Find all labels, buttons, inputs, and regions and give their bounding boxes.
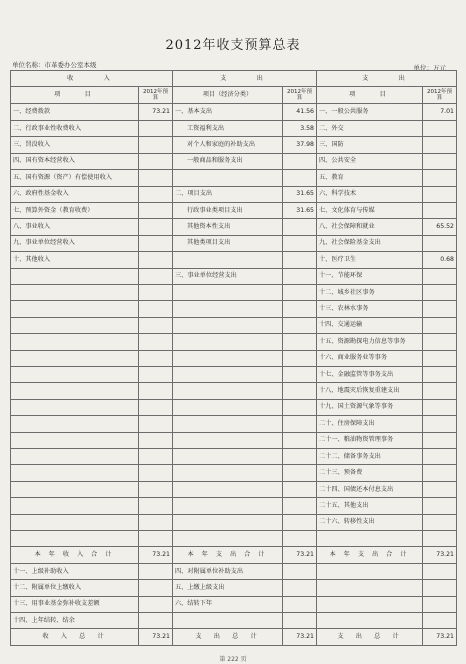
expense-econ-value <box>283 252 317 268</box>
expense-econ-item <box>173 465 283 481</box>
expense-econ-value <box>283 350 317 366</box>
table-row <box>11 514 457 530</box>
expense-func-value <box>423 416 457 432</box>
expense-econ-item <box>173 613 283 629</box>
income-value: 73.21 <box>139 104 173 120</box>
income-item <box>11 383 139 399</box>
income-value <box>139 498 173 514</box>
unit-name: 单位名称：市革委办公室本级 <box>12 61 97 69</box>
income-value <box>139 137 173 153</box>
income-value <box>139 235 173 251</box>
income-item <box>11 301 139 317</box>
expense-econ-item: 五、上缴上级支出 <box>173 580 283 596</box>
expense-econ-item <box>173 284 283 300</box>
income-value <box>139 153 173 169</box>
income-item <box>11 284 139 300</box>
expense-func-item: 十一、节能环保 <box>317 268 423 284</box>
expense-func-value <box>423 399 457 415</box>
income-value <box>139 366 173 382</box>
income-value <box>139 317 173 333</box>
expense-func-value <box>423 366 457 382</box>
expense-func-item: 十三、农林水事务 <box>317 301 423 317</box>
income-value <box>139 563 173 579</box>
budget-header-2: 2012年预算 <box>283 87 317 104</box>
expense2-subtotal-value: 73.21 <box>423 547 457 563</box>
expense-econ-item: 一、基本支出 <box>173 104 283 120</box>
expense-func-item: 二十五、其他支出 <box>317 498 423 514</box>
income-item <box>11 350 139 366</box>
expense-econ-value <box>283 531 317 547</box>
income-item: 六、政府性基金收入 <box>11 186 139 202</box>
expense-econ-value <box>283 481 317 497</box>
table-row <box>11 563 457 579</box>
expense-econ-item: 对个人和家庭的补助支出 <box>173 137 283 153</box>
income-item: 一、经费拨款 <box>11 104 139 120</box>
income-header: 收 入 <box>11 71 173 87</box>
income-item <box>11 531 139 547</box>
table-row <box>11 580 457 596</box>
table-row <box>11 613 457 629</box>
table-row <box>11 465 457 481</box>
income-item <box>11 514 139 530</box>
expense-econ-value <box>283 170 317 186</box>
expense-func-value: 65.52 <box>423 219 457 235</box>
expense-econ-value <box>283 514 317 530</box>
income-item <box>11 498 139 514</box>
expense-econ-item <box>173 432 283 448</box>
income-value <box>139 580 173 596</box>
expense-func-item: 十二、城乡社区事务 <box>317 284 423 300</box>
expense-func-value <box>423 465 457 481</box>
expense-func-value <box>423 531 457 547</box>
total-row <box>11 629 457 646</box>
income-item: 十、其他收入 <box>11 252 139 268</box>
expense-func-item: 五、教育 <box>317 170 423 186</box>
expense-econ-value <box>283 449 317 465</box>
expense-func-item: 十五、资源勘探电力信息等事务 <box>317 334 423 350</box>
income-item: 十四、上年结转、结余 <box>11 613 139 629</box>
expense2-total-label: 支 出 总 计 <box>317 629 423 646</box>
income-item <box>11 481 139 497</box>
expense-econ-value: 31.65 <box>283 202 317 218</box>
expense-func-value <box>423 120 457 136</box>
table-row <box>11 383 457 399</box>
table-row <box>11 399 457 415</box>
expense-func-item: 六、科学技术 <box>317 186 423 202</box>
income-value <box>139 120 173 136</box>
income-item: 四、国有资本经营收入 <box>11 153 139 169</box>
expense-func-value <box>423 563 457 579</box>
expense-subtotal-label: 本 年 支 出 合 计 <box>173 547 283 563</box>
expense-econ-value <box>283 366 317 382</box>
income-total-value: 73.21 <box>139 629 173 646</box>
expense-econ-value <box>283 317 317 333</box>
income-item: 二、行政事业性收费收入 <box>11 120 139 136</box>
expense-func-value <box>423 580 457 596</box>
expense-func-value <box>423 334 457 350</box>
expense-func-value <box>423 301 457 317</box>
expense-econ-item: 一般商品和服务支出 <box>173 153 283 169</box>
unit-label: 单位：万元 <box>413 64 446 72</box>
table-row <box>11 301 457 317</box>
budget-header: 2012年预算 <box>139 87 173 104</box>
expense-func-item: 二十四、国债还本付息支出 <box>317 481 423 497</box>
expense-func-item: 二十二、储备事务支出 <box>317 449 423 465</box>
income-item: 九、事业单位经营收入 <box>11 235 139 251</box>
income-value <box>139 399 173 415</box>
header-row-2 <box>11 87 457 104</box>
expense-econ-value <box>283 432 317 448</box>
expense-econ-value <box>283 465 317 481</box>
expense-func-item: 十四、交通运输 <box>317 317 423 333</box>
income-item: 十三、用事业基金弥补收支差额 <box>11 596 139 612</box>
expense-econ-value <box>283 563 317 579</box>
expense-func-value <box>423 153 457 169</box>
expense-econ-item <box>173 252 283 268</box>
income-item <box>11 366 139 382</box>
expense-econ-value: 31.65 <box>283 186 317 202</box>
expense-func-item: 四、公共安全 <box>317 153 423 169</box>
table-row <box>11 153 457 169</box>
expense-func-item: 二、外交 <box>317 120 423 136</box>
expense-econ-item: 三、事业单位经营支出 <box>173 268 283 284</box>
expense-func-value <box>423 514 457 530</box>
expense-func-value <box>423 596 457 612</box>
page-number: 第 222 页 <box>219 656 247 663</box>
table-row <box>11 449 457 465</box>
income-value <box>139 514 173 530</box>
expense-econ-item: 行政事业类项目支出 <box>173 202 283 218</box>
table-row <box>11 432 457 448</box>
expense-func-value <box>423 317 457 333</box>
expense-func-item <box>317 580 423 596</box>
expense-func-value <box>423 498 457 514</box>
expense-econ-value <box>283 153 317 169</box>
income-value <box>139 202 173 218</box>
expense-func-item: 十八、地震灾后恢复重建支出 <box>317 383 423 399</box>
expense-econ-item: 其他资本性支出 <box>173 219 283 235</box>
table-row <box>11 416 457 432</box>
expense-func-item: 二十六、转移性支出 <box>317 514 423 530</box>
expense-func-value <box>423 268 457 284</box>
expense-econ-item <box>173 366 283 382</box>
expense-econ-value <box>283 399 317 415</box>
income-value <box>139 432 173 448</box>
income-item <box>11 465 139 481</box>
table-row <box>11 498 457 514</box>
expense-func-item <box>317 596 423 612</box>
expense-econ-item: 工资福利支出 <box>173 120 283 136</box>
expense-func-value <box>423 383 457 399</box>
income-item: 十一、上级补助收入 <box>11 563 139 579</box>
budget-table <box>10 70 457 646</box>
expense-func-value: 7.01 <box>423 104 457 120</box>
expense-econ-item <box>173 531 283 547</box>
expense-func-item: 十、医疗卫生 <box>317 252 423 268</box>
income-subtotal-value: 73.21 <box>139 547 173 563</box>
table-row <box>11 137 457 153</box>
expense-econ-value <box>283 383 317 399</box>
income-item: 五、国有资源（资产）有偿使用收入 <box>11 170 139 186</box>
table-row <box>11 104 457 120</box>
expense-econ-item <box>173 170 283 186</box>
income-value <box>139 449 173 465</box>
income-value <box>139 284 173 300</box>
expense-econ-value <box>283 235 317 251</box>
expense-econ-item: 六、结转下年 <box>173 596 283 612</box>
expense2-subtotal-label: 本 年 支 出 合 计 <box>317 547 423 563</box>
expense-func-value <box>423 137 457 153</box>
expense-func-item: 八、社会保障和就业 <box>317 219 423 235</box>
expense-econ-value <box>283 219 317 235</box>
table-row <box>11 170 457 186</box>
item-header: 项 目 <box>11 87 139 104</box>
expense-econ-value: 41.56 <box>283 104 317 120</box>
expense-econ-value <box>283 596 317 612</box>
expense-econ-item <box>173 350 283 366</box>
expense-func-value <box>423 449 457 465</box>
subtotal-row <box>11 547 457 563</box>
page-title: 2012年收支预算总表 <box>165 38 301 53</box>
expense-func-item <box>317 531 423 547</box>
expense-econ-item: 二、项目支出 <box>173 186 283 202</box>
income-value <box>139 170 173 186</box>
income-value <box>139 481 173 497</box>
expense-econ-item <box>173 317 283 333</box>
income-item <box>11 268 139 284</box>
expense-func-item: 七、文化体育与传媒 <box>317 202 423 218</box>
expense-econ-value <box>283 284 317 300</box>
expense-func-item: 三、国防 <box>317 137 423 153</box>
expense-econ-value: 3.58 <box>283 120 317 136</box>
income-value <box>139 531 173 547</box>
table-row <box>11 202 457 218</box>
expense-func-value <box>423 284 457 300</box>
expense-econ-value <box>283 416 317 432</box>
table-row <box>11 531 457 547</box>
income-subtotal-label: 本 年 收 入 合 计 <box>11 547 139 563</box>
expense-func-value <box>423 170 457 186</box>
expense-econ-item: 其他类项目支出 <box>173 235 283 251</box>
table-row <box>11 596 457 612</box>
table-row <box>11 219 457 235</box>
table-row <box>11 235 457 251</box>
expense-func-item: 二十一、粮油物资管理事务 <box>317 432 423 448</box>
expense-econ-item <box>173 514 283 530</box>
expense-func-value <box>423 235 457 251</box>
expense-func-item: 十九、国土资源气象等事务 <box>317 399 423 415</box>
income-value <box>139 301 173 317</box>
table-row <box>11 268 457 284</box>
income-total-label: 收 入 总 计 <box>11 629 139 646</box>
expense-econ-value <box>283 580 317 596</box>
table-row <box>11 481 457 497</box>
income-value <box>139 596 173 612</box>
item-econ-header: 项目（经济分类） <box>173 87 283 104</box>
table-row <box>11 350 457 366</box>
income-item <box>11 317 139 333</box>
income-value <box>139 350 173 366</box>
table-row <box>11 317 457 333</box>
table-row <box>11 284 457 300</box>
expense-econ-value <box>283 268 317 284</box>
income-item: 三、罚没收入 <box>11 137 139 153</box>
income-item: 七、预算外资金（教育收费） <box>11 202 139 218</box>
expense-econ-item <box>173 399 283 415</box>
expense-func-item: 十七、金融监管等事务支出 <box>317 366 423 382</box>
expense-econ-item <box>173 334 283 350</box>
budget-header-3: 2012年预算 <box>423 87 457 104</box>
expense-func-value <box>423 432 457 448</box>
expense-econ-item <box>173 301 283 317</box>
expense-header: 支 出 <box>173 71 317 87</box>
expense-header-2: 支 出 <box>317 71 457 87</box>
income-item <box>11 416 139 432</box>
table-row <box>11 120 457 136</box>
expense-func-value: 0.68 <box>423 252 457 268</box>
table-row <box>11 366 457 382</box>
income-value <box>139 252 173 268</box>
expense-total-value: 73.21 <box>283 629 317 646</box>
income-item <box>11 432 139 448</box>
table-row <box>11 334 457 350</box>
income-value <box>139 383 173 399</box>
income-value <box>139 268 173 284</box>
income-value <box>139 334 173 350</box>
income-item <box>11 399 139 415</box>
item-header-2: 项 目 <box>317 87 423 104</box>
expense-func-value <box>423 202 457 218</box>
income-item <box>11 334 139 350</box>
expense-func-value <box>423 613 457 629</box>
income-item: 十二、附属单位上缴收入 <box>11 580 139 596</box>
expense-econ-value <box>283 301 317 317</box>
expense-econ-item <box>173 416 283 432</box>
table-row <box>11 186 457 202</box>
expense-econ-item <box>173 383 283 399</box>
expense-func-item: 二十三、预备费 <box>317 465 423 481</box>
expense-func-item <box>317 563 423 579</box>
income-value <box>139 186 173 202</box>
income-item: 八、事业收入 <box>11 219 139 235</box>
expense2-total-value: 73.21 <box>423 629 457 646</box>
header-row-1 <box>11 71 457 87</box>
expense-total-label: 支 出 总 计 <box>173 629 283 646</box>
income-item <box>11 449 139 465</box>
expense-func-item <box>317 613 423 629</box>
expense-econ-item <box>173 498 283 514</box>
expense-econ-value <box>283 334 317 350</box>
income-value <box>139 416 173 432</box>
income-value <box>139 613 173 629</box>
expense-econ-value <box>283 613 317 629</box>
income-value <box>139 465 173 481</box>
expense-func-item: 十六、商业服务业等事务 <box>317 350 423 366</box>
expense-func-value <box>423 481 457 497</box>
expense-subtotal-value: 73.21 <box>283 547 317 563</box>
expense-econ-value <box>283 498 317 514</box>
income-value <box>139 219 173 235</box>
expense-econ-item <box>173 449 283 465</box>
expense-econ-value: 37.98 <box>283 137 317 153</box>
expense-econ-item: 四、对附属单位补助支出 <box>173 563 283 579</box>
table-row <box>11 252 457 268</box>
expense-func-value <box>423 350 457 366</box>
expense-econ-item <box>173 481 283 497</box>
expense-func-item: 一、一般公共服务 <box>317 104 423 120</box>
expense-func-item: 九、社会保险基金支出 <box>317 235 423 251</box>
expense-func-value <box>423 186 457 202</box>
expense-func-item: 二十、住房保障支出 <box>317 416 423 432</box>
